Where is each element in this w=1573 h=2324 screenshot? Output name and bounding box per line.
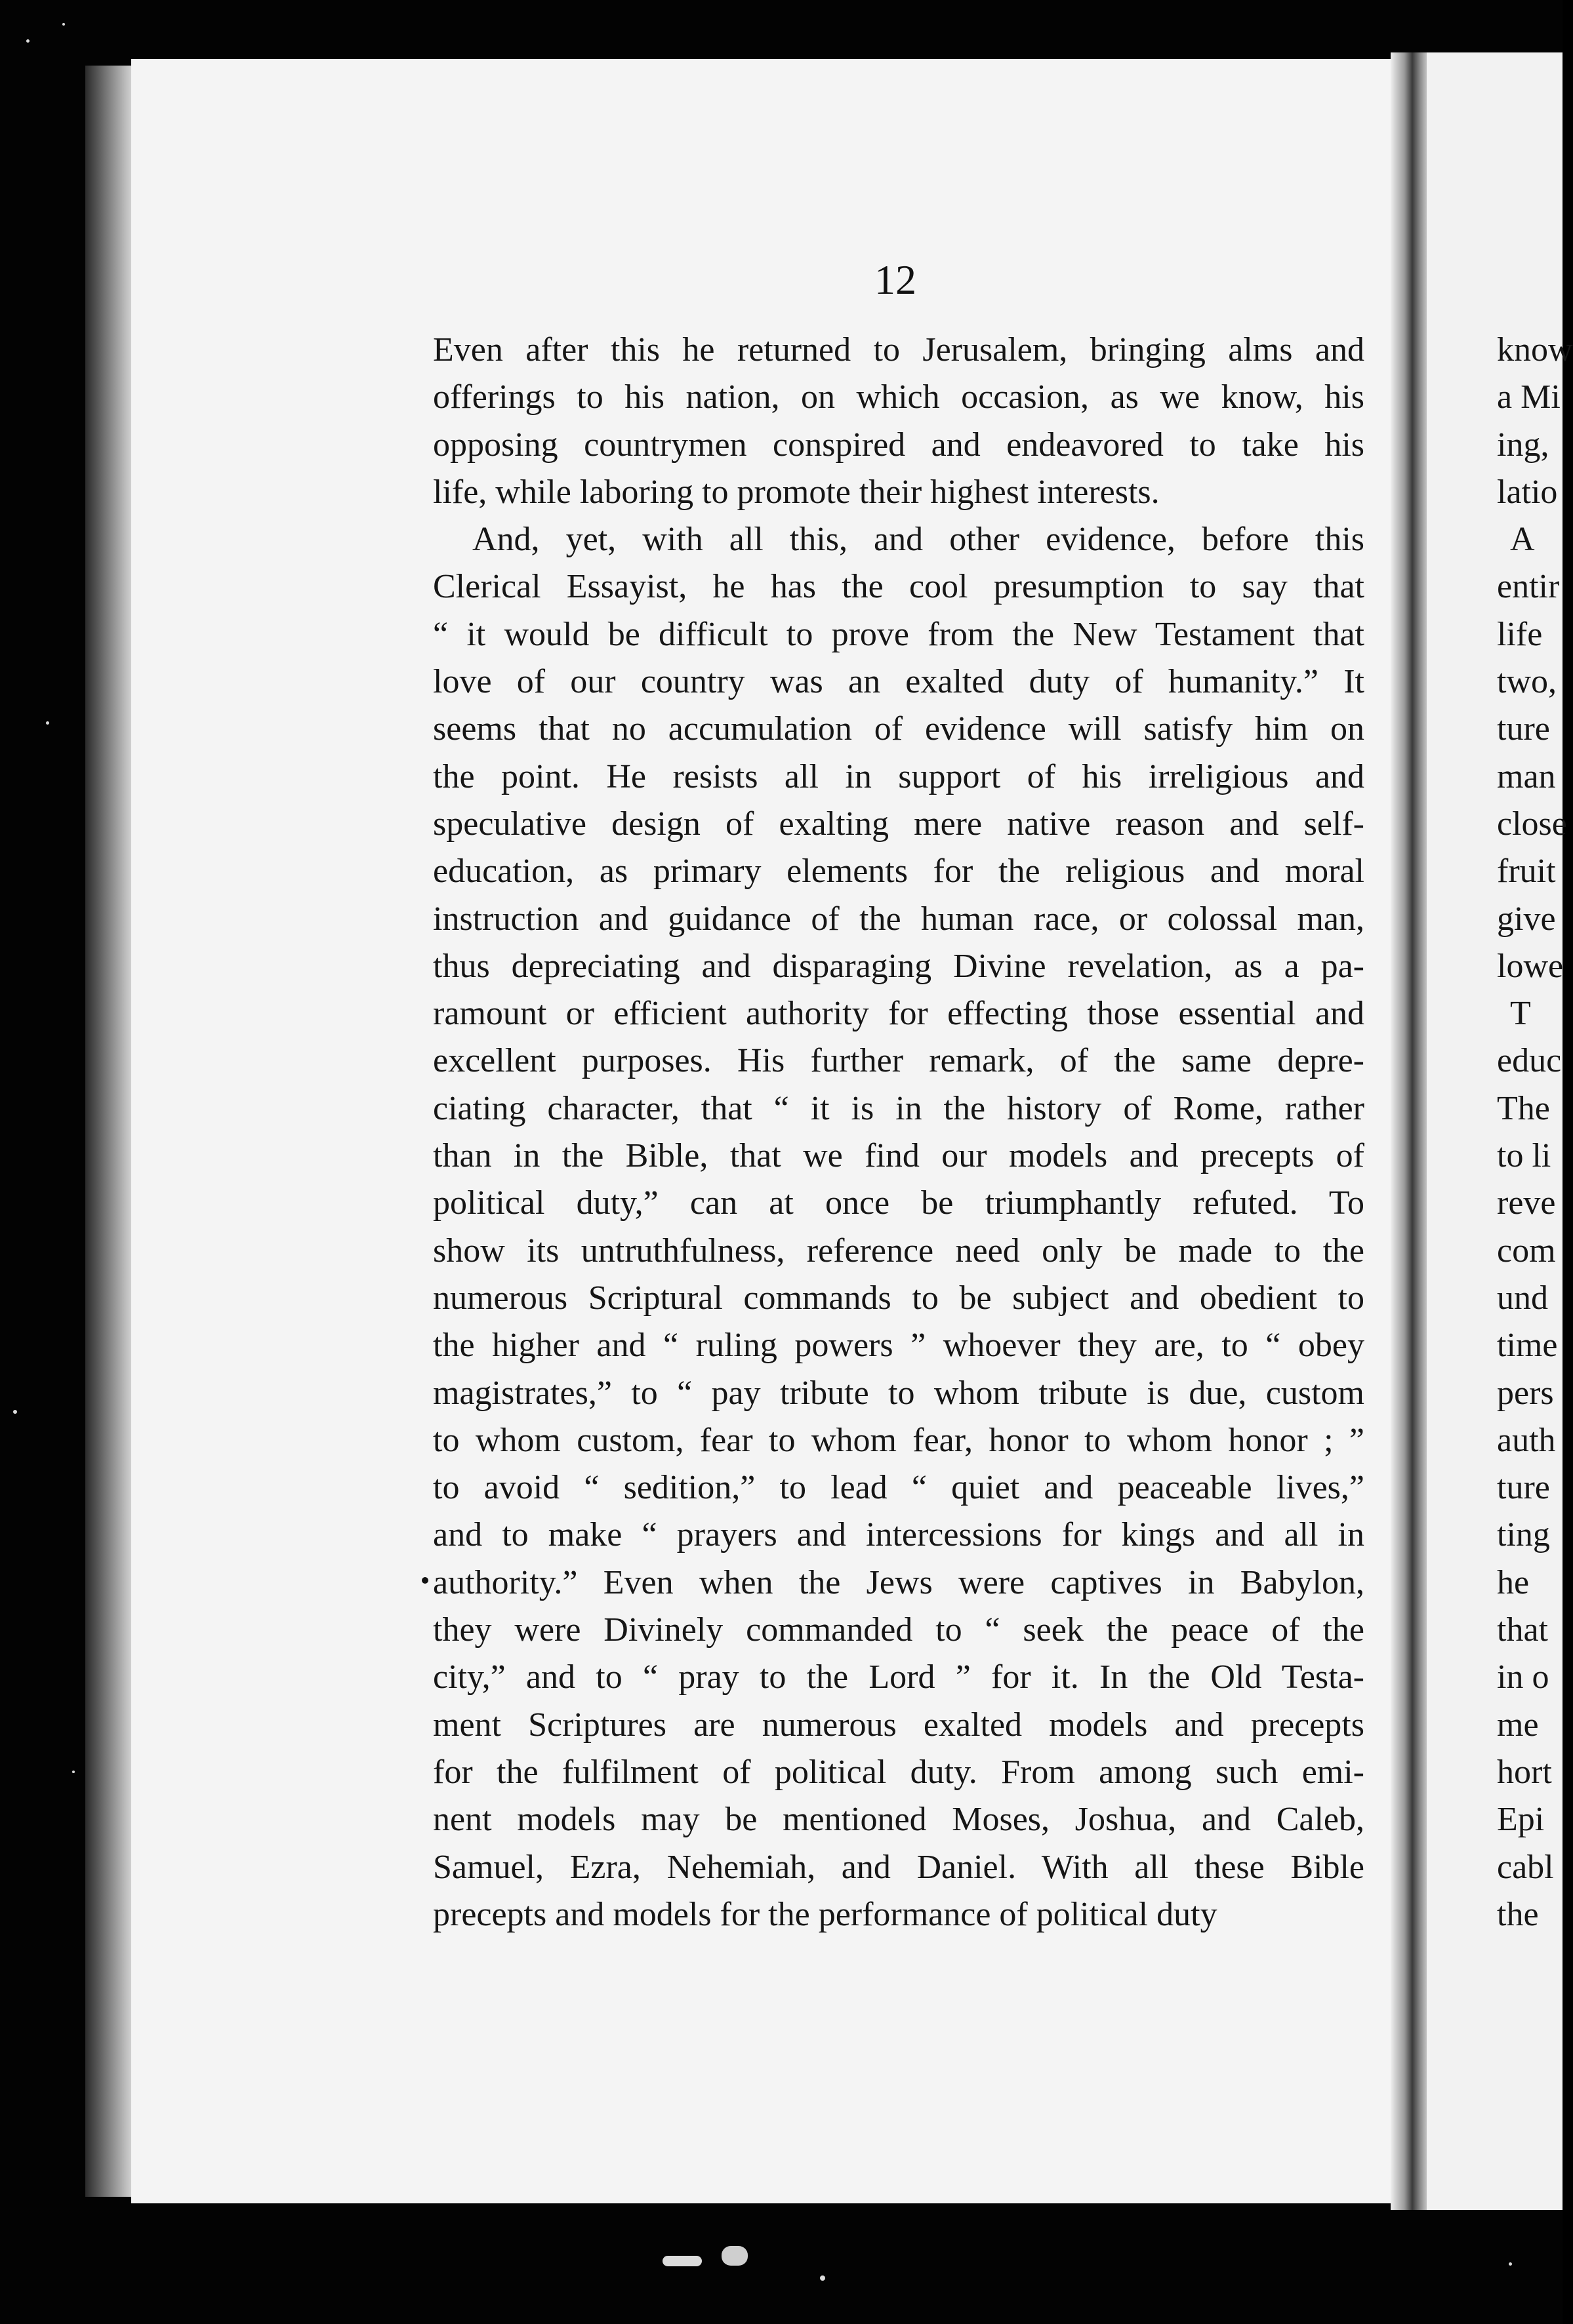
text-line: precepts and models for the performance of political duty <box>433 1895 1217 1933</box>
text-line: ciating character, that “ it is in the history of Rome, rather <box>433 1089 1364 1127</box>
scan-speck <box>663 2256 702 2266</box>
scan-speck <box>13 1410 17 1414</box>
facing-line: auth <box>1497 1421 1556 1459</box>
facing-line: T <box>1510 995 1531 1033</box>
text-line: Even after this he returned to Jerusalem, bringing alms and <box>433 331 1364 369</box>
text-line: love of our country was an exalted duty of humanity.” It <box>433 663 1364 701</box>
facing-line: know <box>1497 331 1573 369</box>
facing-line: ture <box>1497 1469 1550 1507</box>
text-line: authority.” Even when the Jews were captives in Babylon, <box>433 1563 1364 1601</box>
scan-speck <box>72 1771 75 1773</box>
facing-line: entir <box>1497 568 1560 606</box>
text-line: show its untruthfulness, reference need only be made to the <box>433 1232 1364 1270</box>
facing-page-text <box>1497 327 1573 1938</box>
text-line: magistrates,” to “ pay tribute to whom tribute is due, custom <box>433 1374 1364 1412</box>
scan-speck <box>820 2275 825 2281</box>
facing-line: Epi <box>1497 1801 1545 1839</box>
text-line: education, as primary elements for the religious and moral <box>433 852 1364 891</box>
facing-line: fruit <box>1497 852 1556 891</box>
text-line: seems that no accumulation of evidence will satisfy him on <box>433 710 1364 748</box>
text-line: the point. He resists all in support of his irreligious and <box>433 757 1364 795</box>
text-line: Clerical Essayist, he has the cool presumption to say that <box>433 568 1364 606</box>
text-line: life, while laboring to promote their highest interests. <box>433 473 1160 511</box>
facing-line: two, <box>1497 663 1557 701</box>
text-line: excellent purposes. His further remark, of the same depre- <box>433 1042 1364 1080</box>
facing-line: latio <box>1497 473 1558 511</box>
text-line: ramount or efficient authority for effecting those essential and <box>433 995 1364 1033</box>
facing-line: give <box>1497 900 1556 938</box>
facing-line: life <box>1497 615 1543 653</box>
facing-line: man <box>1497 757 1556 795</box>
facing-line: lowe <box>1497 947 1564 985</box>
text-line: offerings to his nation, on which occasion, as we know, his <box>433 378 1364 416</box>
facing-line: time <box>1497 1327 1558 1365</box>
text-line: the higher and “ ruling powers ” whoever they are, to “ obey <box>433 1327 1364 1365</box>
text-line: thus depreciating and disparaging Divine revelation, as a pa- <box>433 947 1364 985</box>
facing-line: com <box>1497 1232 1556 1270</box>
facing-line: pers <box>1497 1374 1554 1412</box>
facing-line: The <box>1497 1089 1550 1127</box>
text-line: instruction and guidance of the human race, or colossal man, <box>433 900 1364 938</box>
scan-speck <box>1509 2262 1512 2266</box>
page-number: 12 <box>874 256 916 303</box>
facing-line: ture <box>1497 710 1550 748</box>
facing-line: a Mi <box>1497 378 1561 416</box>
facing-line: hort <box>1497 1753 1552 1791</box>
scan-speck <box>722 2246 748 2266</box>
facing-line: educ <box>1497 1042 1562 1080</box>
text-line: numerous Scriptural commands to be subject and obedient to <box>433 1279 1364 1317</box>
text-line: than in the Bible, that we find our models and precepts of <box>433 1137 1364 1175</box>
text-line: opposing countrymen conspired and endeavored to take his <box>433 426 1364 464</box>
text-line: And, yet, with all this, and other evidence, before this <box>472 521 1364 559</box>
text-line: Samuel, Ezra, Nehemiah, and Daniel. With all these Bible <box>433 1848 1364 1886</box>
text-line: “ it would be difficult to prove from the New Testament that <box>433 615 1364 653</box>
facing-line: A <box>1510 521 1535 559</box>
text-line: to avoid “ sedition,” to lead “ quiet and peaceable lives,” <box>433 1469 1364 1507</box>
facing-line: ing, <box>1497 426 1549 464</box>
body-text <box>433 327 1364 1938</box>
page-gutter <box>1391 52 1430 2210</box>
text-line: nent models may be mentioned Moses, Joshua, and Caleb, <box>433 1801 1364 1839</box>
facing-line: the <box>1497 1895 1539 1933</box>
text-line: ment Scriptures are numerous exalted models and precepts <box>433 1706 1364 1744</box>
scan-speck <box>26 39 30 43</box>
facing-line: ting <box>1497 1516 1550 1554</box>
text-line: to whom custom, fear to whom fear, honor to whom honor ; ” <box>433 1421 1364 1459</box>
text-line: and to make “ prayers and intercessions for kings and all in <box>433 1516 1364 1554</box>
binding-edge <box>85 66 138 2197</box>
facing-line: in o <box>1497 1658 1549 1696</box>
facing-line: reve <box>1497 1184 1556 1222</box>
text-line: for the fulfilment of political duty. From among such emi- <box>433 1753 1364 1791</box>
facing-line: close <box>1497 805 1567 843</box>
facing-line: he <box>1497 1563 1530 1601</box>
text-line: city,” and to “ pray to the Lord ” for it. In the Old Testa- <box>433 1658 1364 1696</box>
text-line: political duty,” can at once be triumphantly refuted. To <box>433 1184 1364 1222</box>
facing-line: to li <box>1497 1137 1551 1175</box>
facing-line: that <box>1497 1611 1548 1649</box>
scan-speck <box>46 721 49 725</box>
facing-line: cabl <box>1497 1848 1554 1886</box>
text-line: speculative design of exalting mere native reason and self- <box>433 805 1364 843</box>
facing-line: me <box>1497 1706 1539 1744</box>
text-line: they were Divinely commanded to “ seek the peace of the <box>433 1611 1364 1649</box>
margin-mark <box>422 1577 428 1584</box>
facing-line: und <box>1497 1279 1548 1317</box>
scan-speck <box>62 23 65 26</box>
